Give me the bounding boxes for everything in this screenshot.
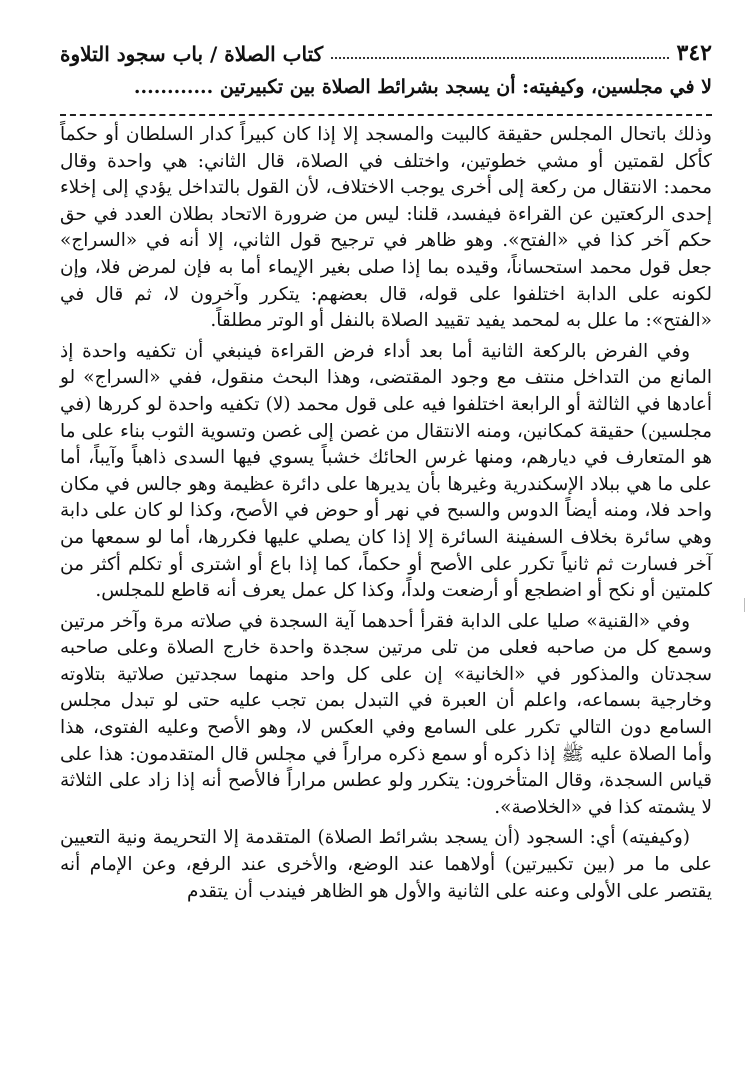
matn-separator [60,114,712,116]
margin-mark [744,598,745,612]
paragraph: وذلك باتحال المجلس حقيقة كالبيت والمسجد إلا إذا كان كبيراً كدار السلطان أو حكماً كأكل لقمتين أو مشي خطوتين، واختلف في الصلاة، قال الثاني: هي واحدة وقال محمد: الانتقال من ركعة إلى أخرى يوجب الاختلاف، لأن القول بالتداخل يؤدي إلى إخلاء إحدى الركعتين عن القراءة فيفسد، قلنا: ليس من ضرورة الاتحاد بطلان العدد في حق حكم آخر كذا في «الفتح». وهو ظاهر في ترجيح قول الثاني، إلا أنه في «السراج» جعل قول محمد استحساناً، وقيده بما إذا صلى بغير الإيماء أما به فإن لمرض فلا، وإن لكونه على الدابة اختلفوا على قوله، قال بعضهم: يتكرر وآخرون لا، ثم قال في «الفتح»: ما علل به لمحمد يفيد تقييد الصلاة بالنفل أو الوتر مطلقاً. [60,124,712,332]
paragraph: وفي الفرض بالركعة الثانية أما بعد أداء فرض القراءة فينبغي أن تكفيه واحدة إذ المانع من التداخل منتف مع وجود المقتضى، وهذا البحث منقول، ففي «السراج» لو أعادها في الثالثة أو الرابعة اختلفوا فيه على قول محمد (لا) تكفيه واحدة لو كررها (في مجلسين) حقيقة كمكانين، ومنه الانتقال من غصن إلى غصن وتسوية الثوب بناء على ما هو المتعارف في ديارهم، ومنها غرس الحائك خشباً يسوي فيها السدى ذاهباً وآيباً، أما على ما هي ببلاد الإسكندرية وغيرها بأن يديرها على دائرة عظيمة وهو جالس في مكان واحد فلا، ومنه أيضاً الدوس والسبح في نهر أو حوض في الأصح، وكذا لو كان على دابة وهي سائرة بخلاف السفينة السائرة إلا إذا كان يصلي عليها فكررها، أما لو سمعها من آخر فسارت ثم ثانياً تكرر على الأصح أو حكماً، كما إذا باع أو اشترى أو تكلم أكثر من كلمتين أو نكح أو اضطجع أو أرضعت ولداً، وكذا كل عمل يعرف أنه قاطع للمجلس. [60,340,712,602]
matn-text: لا في مجلسين، وكيفيته: أن يسجد بشرائط الصلاة بين تكبيرتين ............ [133,76,712,98]
commentary-body [60,122,712,909]
running-header [60,36,712,66]
paragraph: وفي «القنية» صليا على الدابة فقرأ أحدهما آية السجدة في صلاته مرة وآخر مرتين وسمع كل من صاحبه فعلى من تلى مرتين سجدة واحدة خارج الصلاة وعلى صاحبه سجدتان والمذكور في «الخانية» إن على كل واحد منهما سجدتين صلاتية بتلاوته وخارجية بسماعه، واعلم أن العبرة في التبدل بمن تجب عليه حتى لو تبدل مجلس السامع دون التالي تكرر على السامع وفي العكس لا، وهو الأصح وعليه الفتوى، هذا وأما الصلاة عليه ﷺ إذا ذكره أو سمع ذكره مراراً في مجلس قال المتقدمون: هذا على قياس السجدة، وقال المتأخرون: يتكرر ولو عطس مراراً فالأصح أنه إذا زاد على الثلاثة لا يشمته كذا في «الخلاصة». [60,610,712,818]
header-title: كتاب الصلاة / باب سجود التلاوة [60,42,324,66]
header-dotted-leader [331,57,668,59]
paragraph: (وكيفيته) أي: السجود (أن يسجد بشرائط الصلاة) المتقدمة إلا التحريمة ونية التعيين على ما مر (بين تكبيرتين) أولاهما عند الوضع، والأخرى عند الرفع، وعن الإمام أنه يقتصر على الأولى وعنه على الثانية والأول هو الظاهر فيندب أن يتقدم [60,827,712,902]
page-number: ٣٤٢ [676,40,712,66]
